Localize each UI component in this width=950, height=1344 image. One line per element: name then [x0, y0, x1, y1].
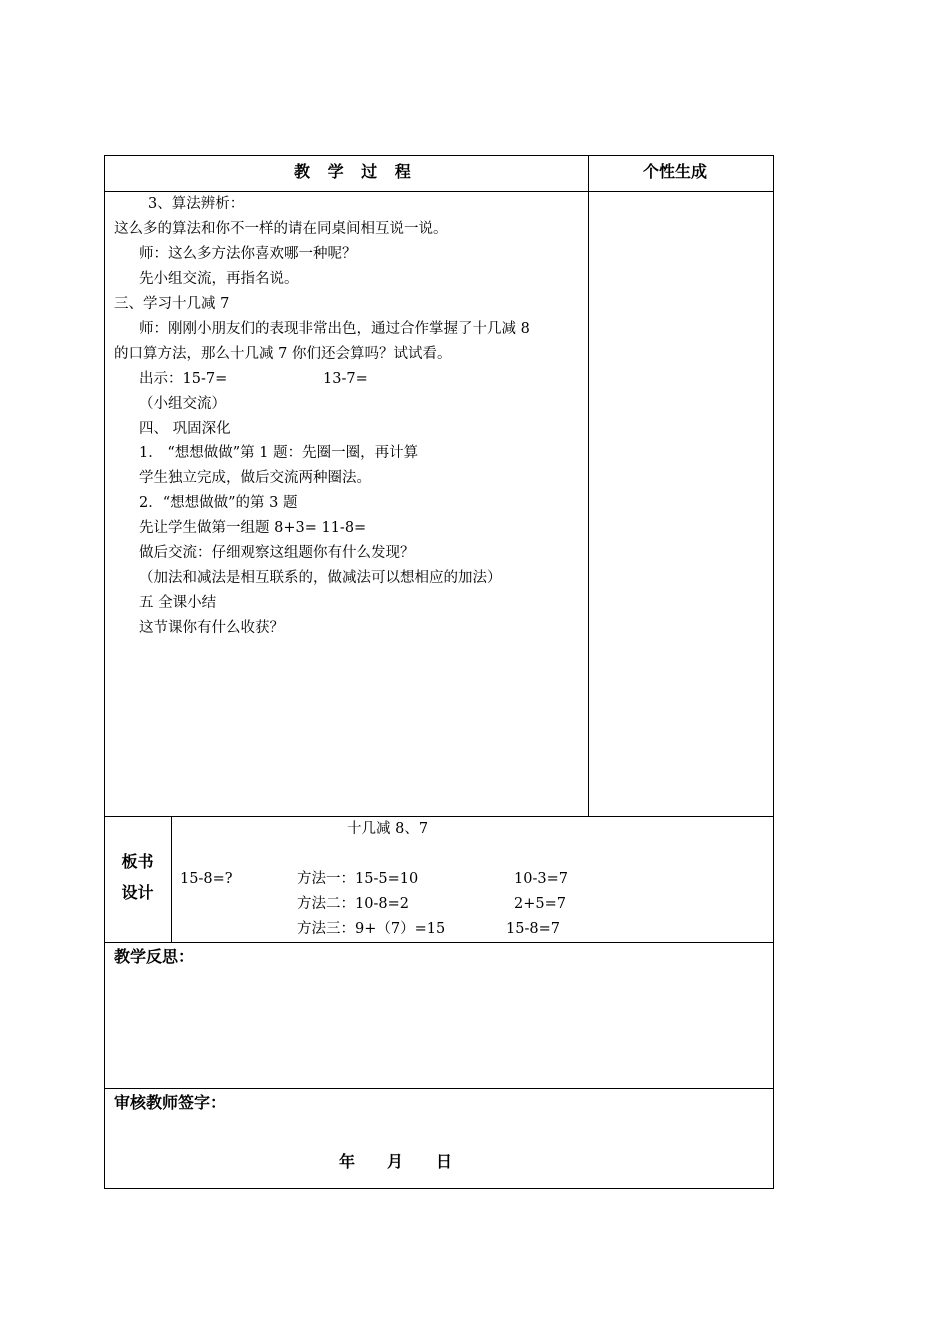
board-method-result: 10-3=7 [514, 871, 568, 887]
board-problem: 15-8=? [180, 871, 233, 887]
process-line: 的口算方法，那么十几减 7 你们还会算吗？试试看。 [114, 346, 452, 362]
process-line: 这节课你有什么收获？ [139, 620, 284, 636]
board-method: 方法一：15-5=10 [297, 871, 419, 887]
process-line: 3、算法辨析： [148, 196, 245, 212]
process-line: 做后交流：仔细观察这组题你有什么发现？ [139, 545, 415, 561]
reflection-label: 教学反思： [114, 947, 195, 966]
header-personal: 个性生成 [643, 162, 708, 181]
process-line: 这么多的算法和你不一样的请在同桌间相互说一说。 [114, 221, 448, 237]
board-method: 方法三：9+（7）=15 [297, 921, 446, 937]
date-year: 年 [339, 1152, 356, 1171]
date-month: 月 [387, 1152, 404, 1171]
date-day: 日 [436, 1152, 453, 1171]
process-line: 出示：15-7= [139, 371, 228, 387]
process-line: 学生独立完成，做后交流两种圈法。 [139, 470, 371, 486]
row-divider-reflection [104, 942, 774, 943]
board-label-divider [171, 816, 172, 942]
board-label-1: 板书 [121, 852, 154, 871]
board-method: 方法二：10-8=2 [297, 896, 409, 912]
process-line: （加法和减法是相互联系的，做减法可以想相应的加法） [139, 570, 502, 586]
process-line: 三、学习十几减 7 [114, 296, 230, 312]
row-divider-board [104, 816, 774, 817]
row-divider-review [104, 1088, 774, 1089]
board-method-result: 15-8=7 [506, 921, 560, 937]
column-divider [588, 155, 589, 816]
board-title: 十几减 8、7 [347, 821, 429, 837]
process-line: 先让学生做第一组题 8+3= 11-8= [139, 520, 367, 536]
process-line: （小组交流） [139, 396, 226, 412]
process-line: 师：刚刚小朋友们的表现非常出色，通过合作掌握了十几减 8 [139, 321, 530, 337]
process-line: 13-7= [323, 371, 368, 387]
process-line: 2．“想想做做”的第 3 题 [139, 495, 298, 511]
process-line: 师：这么多方法你喜欢哪一种呢？ [139, 246, 357, 262]
process-line: 先小组交流，再指名说。 [139, 271, 299, 287]
process-line: 1． “想想做做”第 1 题：先圈一圈，再计算 [139, 445, 419, 461]
review-label: 审核教师签字： [114, 1093, 227, 1112]
process-line: 四、 巩固深化 [139, 421, 231, 437]
board-method-result: 2+5=7 [514, 896, 566, 912]
header-process: 教 学 过 程 [294, 162, 417, 181]
process-line: 五 全课小结 [139, 595, 217, 611]
board-label-2: 设计 [121, 883, 154, 902]
